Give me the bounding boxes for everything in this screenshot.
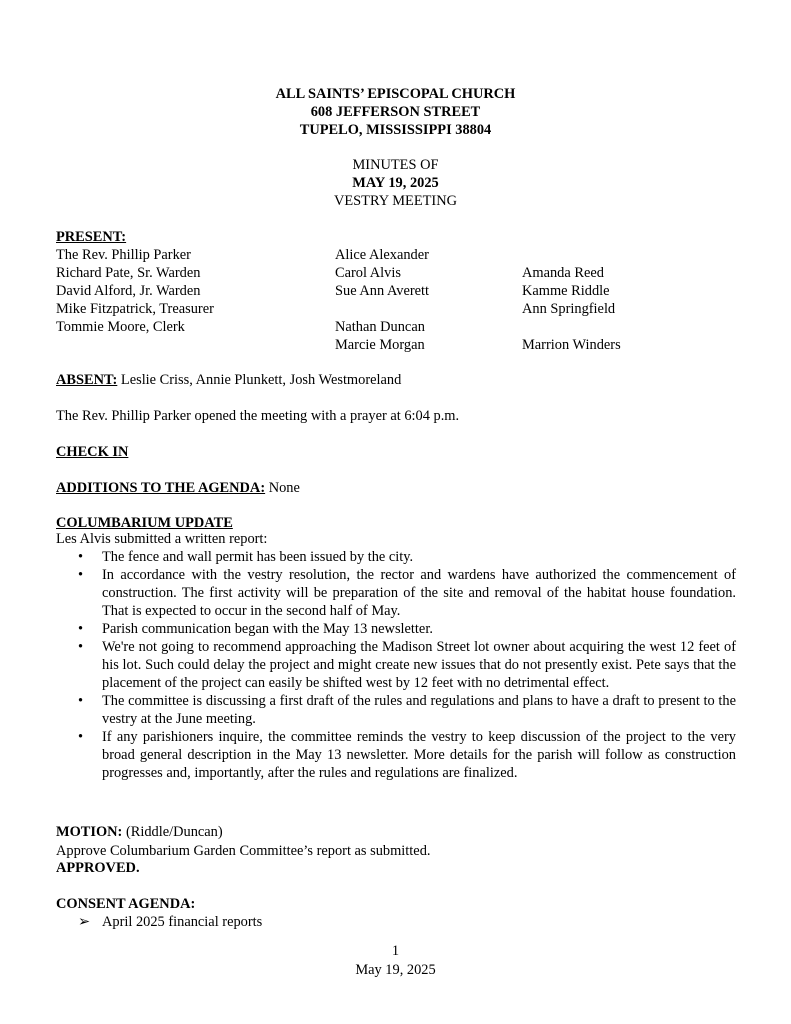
additions-value: None: [265, 480, 300, 496]
present-name: Kamme Riddle: [522, 283, 610, 299]
bullet-icon: •: [78, 549, 84, 565]
present-name: Carol Alvis: [335, 265, 401, 281]
motion-text: Approve Columbarium Garden Committee’s report as submitted.: [56, 843, 431, 859]
consent-heading: CONSENT AGENDA:: [56, 896, 196, 912]
bullet-icon: •: [78, 639, 84, 655]
footer-date: May 19, 2025: [355, 962, 436, 978]
present-name: Ann Springfield: [522, 301, 616, 317]
bullet-icon: •: [78, 693, 84, 709]
present-name: Amanda Reed: [522, 265, 604, 281]
church-street: 608 JEFFERSON STREET: [310, 104, 481, 120]
motion-movers: (Riddle/Duncan): [122, 824, 223, 840]
list-item: • We're not going to recommend approaching the Madison Street lot owner about acquiring the west 12 feet of his lot. Such could delay the project and might create new issues that do not presently exist. Pete says that the placement of the project can easily be shifted west by 12 feet with no detrimental effect.: [78, 639, 736, 691]
minutes-of: MINUTES OF: [352, 157, 439, 173]
motion-label: MOTION:: [56, 824, 123, 840]
motion-line: [56, 823, 223, 841]
meeting-date: MAY 19, 2025: [352, 175, 439, 191]
consent-item: April 2025 financial reports: [102, 914, 263, 930]
columbarium-heading: COLUMBARIUM UPDATE: [56, 515, 233, 531]
present-name: Richard Pate, Sr. Warden: [56, 265, 201, 281]
present-name: David Alford, Jr. Warden: [56, 283, 201, 299]
bullet-icon: •: [78, 729, 84, 745]
list-item: • Parish communication began with the May 13 newsletter.: [78, 621, 433, 637]
present-name: Mike Fitzpatrick, Treasurer: [56, 301, 214, 317]
meeting-type: VESTRY MEETING: [334, 193, 457, 209]
bullet-icon: •: [78, 567, 84, 583]
church-name: ALL SAINTS’ EPISCOPAL CHURCH: [275, 86, 516, 102]
present-heading: PRESENT:: [56, 229, 127, 245]
page-number: 1: [391, 943, 400, 959]
list-item: • In accordance with the vestry resolution, the rector and wardens have authorized the commencement of construction. The first activity will be preparation of the site and removal of the habitat house foundation. That is expected to occur in the second half of May.: [78, 567, 736, 619]
additions-line: [56, 479, 300, 497]
absent-names: Leslie Criss, Annie Plunkett, Josh Westmoreland: [117, 372, 402, 388]
present-name: Marcie Morgan: [335, 337, 425, 353]
present-name: Tommie Moore, Clerk: [56, 319, 185, 335]
present-name: The Rev. Phillip Parker: [56, 247, 191, 263]
present-name: Alice Alexander: [335, 247, 429, 263]
motion-result: APPROVED.: [56, 860, 140, 876]
columbarium-bullet-list: [56, 548, 736, 782]
additions-heading: ADDITIONS TO THE AGENDA:: [56, 480, 266, 496]
bullet-icon: •: [78, 621, 84, 637]
opening-line: The Rev. Phillip Parker opened the meeting with a prayer at 6:04 p.m.: [56, 408, 460, 424]
church-city: TUPELO, MISSISSIPPI 38804: [299, 122, 492, 138]
check-in-heading: CHECK IN: [56, 444, 129, 460]
arrow-bullet-icon: ➢: [78, 914, 91, 930]
absent-line: [56, 371, 401, 389]
absent-heading: ABSENT:: [56, 372, 118, 388]
present-name: Sue Ann Averett: [335, 283, 430, 299]
columbarium-intro: Les Alvis submitted a written report:: [56, 531, 268, 547]
list-item: • The committee is discussing a first draft of the rules and regulations and plans to have a draft to present to the vestry at the June meeting.: [78, 693, 736, 727]
present-name: Nathan Duncan: [335, 319, 425, 335]
list-item: • The fence and wall permit has been issued by the city.: [78, 549, 414, 565]
present-name: Marrion Winders: [522, 337, 621, 353]
list-item: • If any parishioners inquire, the committee reminds the vestry to keep discussion of the project to the very broad general description in the May 13 newsletter. More details for the parish will follow as construction progresses and, importantly, after the rules and regulations are finalized.: [78, 729, 736, 781]
